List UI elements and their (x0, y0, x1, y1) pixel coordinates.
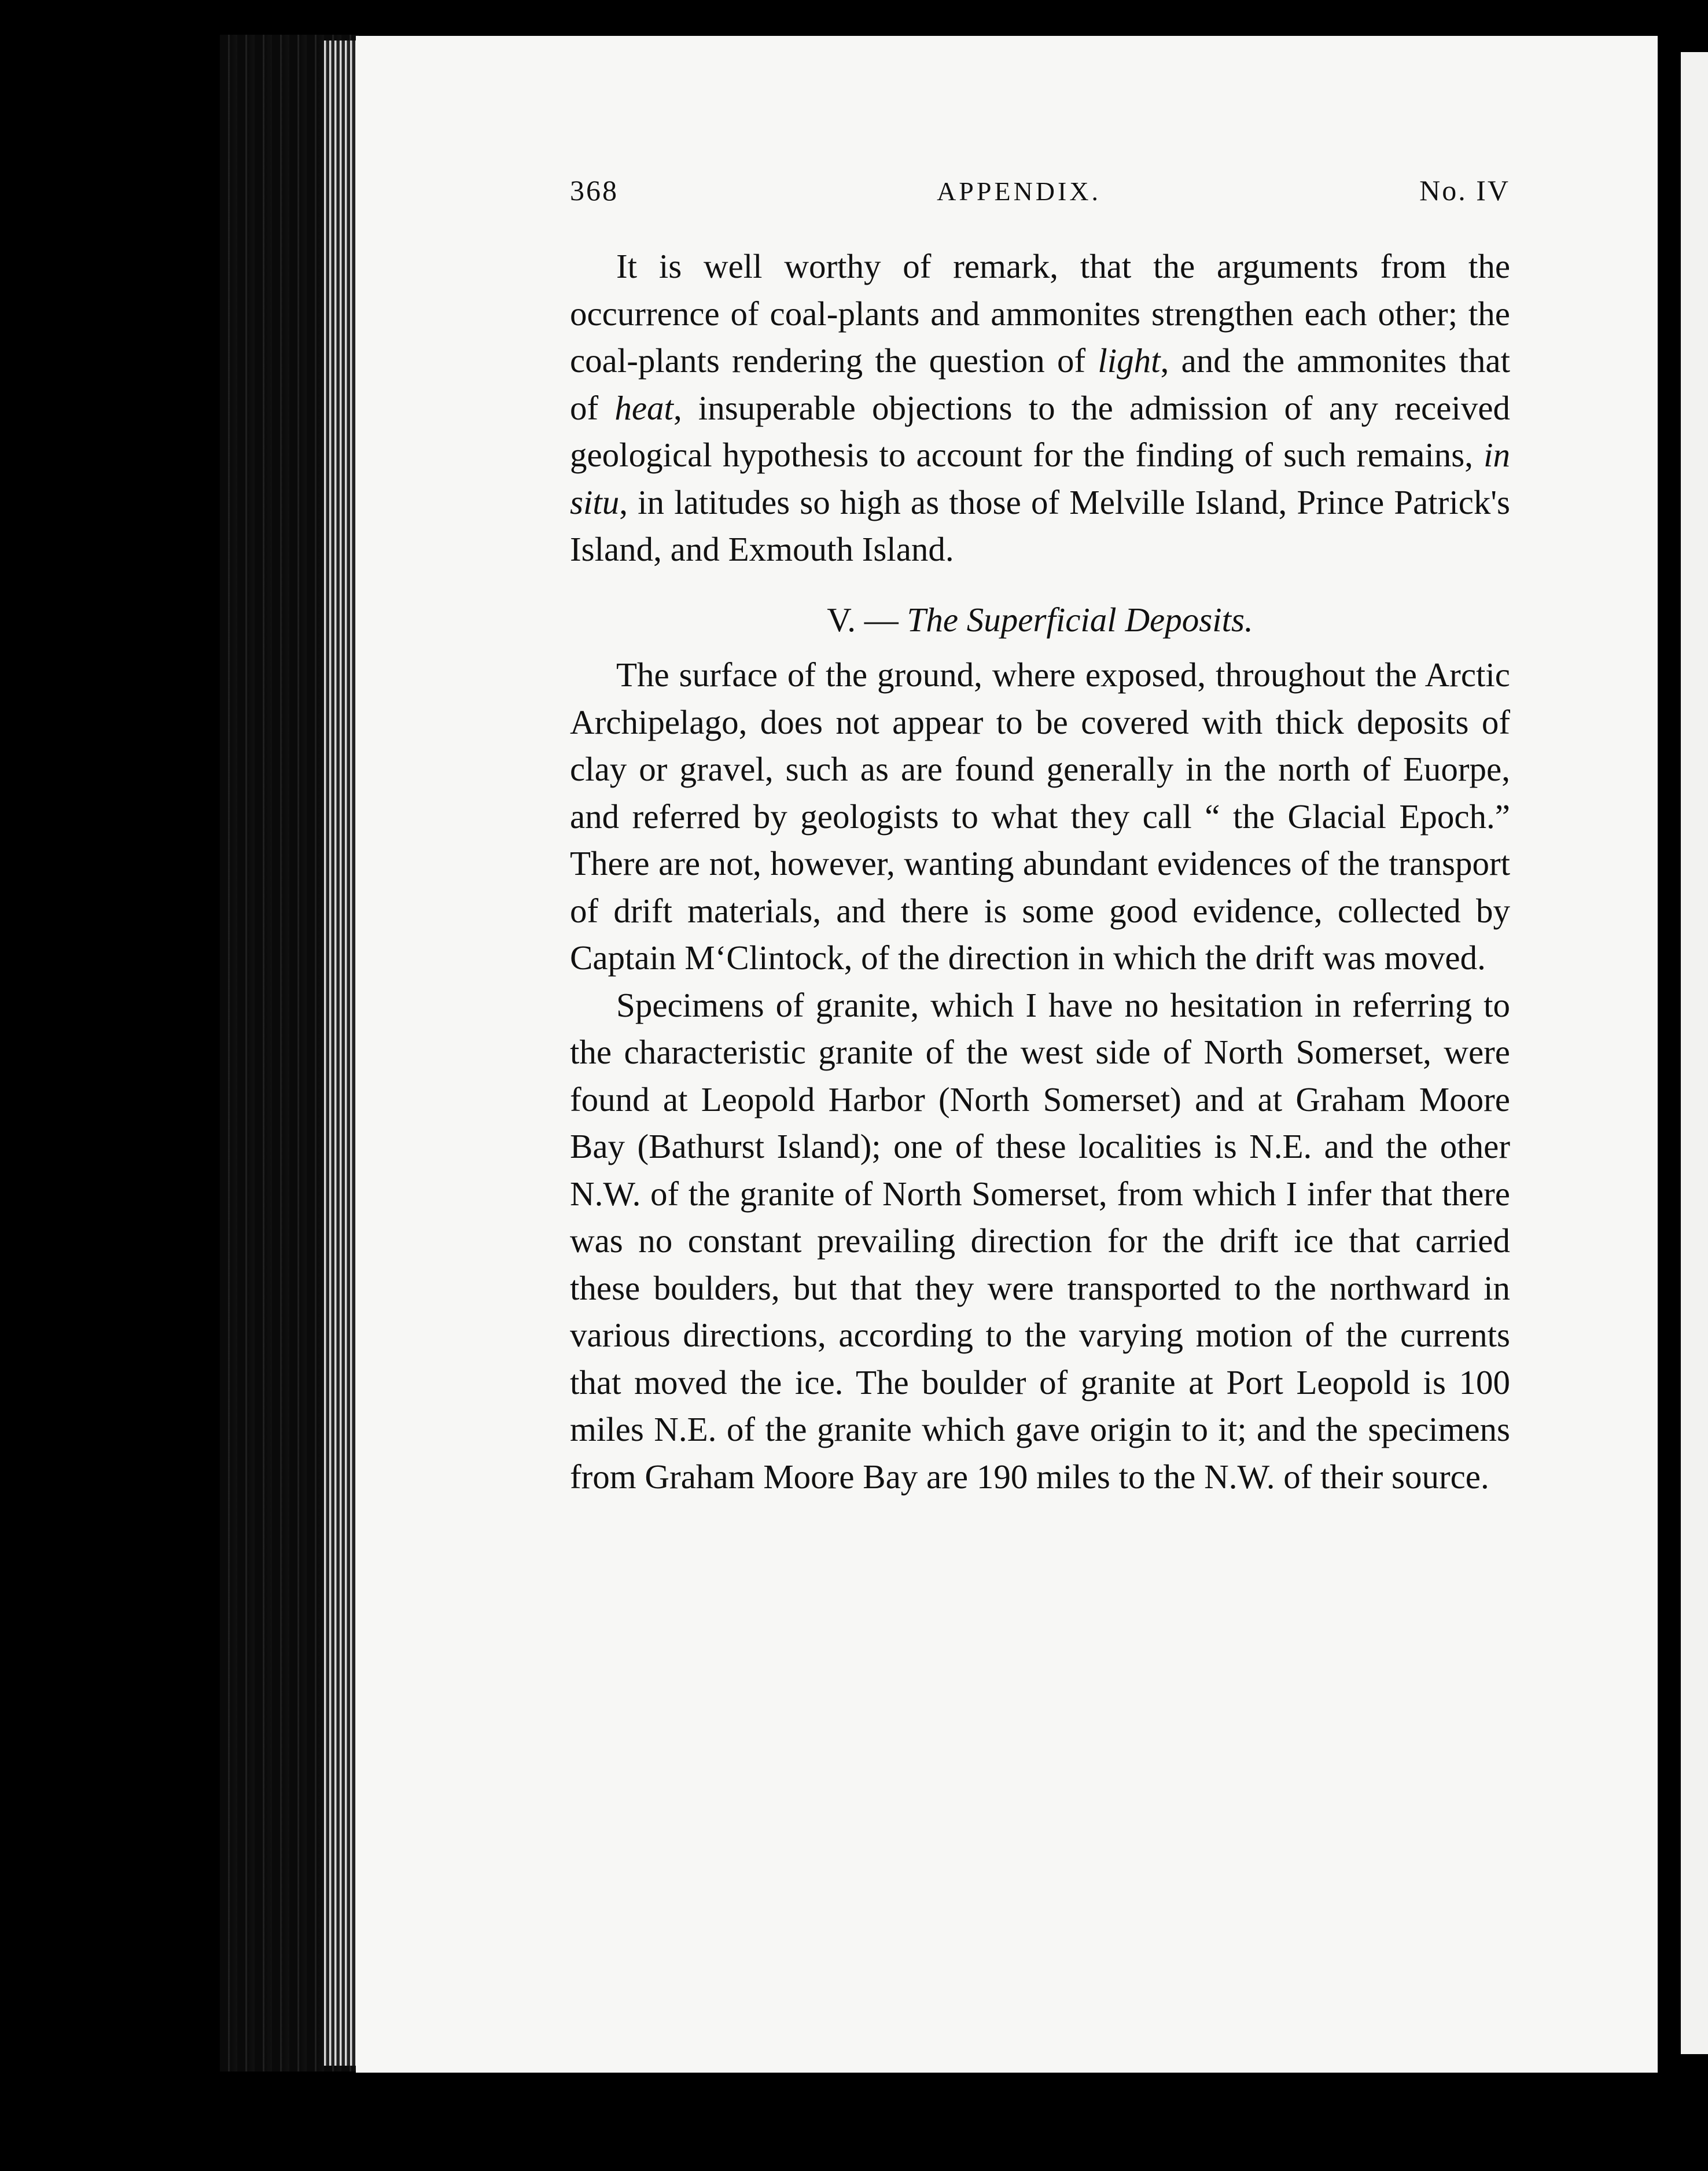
section-heading-number: V. — (827, 600, 907, 639)
paragraph-text: It is well worthy of remark, that the arguments from the occurrence of coal-plants and ammonites strengthen each other; the coal-plants rendering the question of (570, 247, 1510, 380)
paragraph-coal-plants (570, 243, 1510, 573)
paragraph-text: , in latitudes so high as those of Melville Island, Prince Patrick's Island, and Exmouth Island. (570, 483, 1510, 568)
paragraph-text: , insuperable objections to the admission of any received geological hypothesis to account for the finding of such remains, (570, 388, 1511, 474)
facing-page-edge (1681, 52, 1708, 2054)
italic-term-heat: heat (614, 388, 673, 427)
italic-term-light: light (1098, 341, 1161, 380)
paragraph-granite-specimens: Specimens of granite, which I have no hesitation in referring to the characteristic granite of the west side of North Somerset, were found at Leopold Harbor (North Somerset) and at Graham Moore Bay (Bathurst Island); one of these localities is N.E. and the other N.W. of the granite of North Somerset, from which I infer that there was no constant prevailing direction for the drift ice that carried these boulders, but that they were transported to the northward in various directions, according to the varying motion of the currents that moved the ice. The boulder of granite at Port Leopold is 100 miles N.E. of the granite which gave origin to it; and the specimens from Graham Moore Bay are 190 miles to the N.W. of their source. (570, 985, 1510, 1496)
section-heading (570, 597, 1510, 644)
paragraph-text: , and the ammonites that of (570, 341, 1510, 427)
paragraph-superficial-deposits: The surface of the ground, where exposed, throughout the Arctic Archipelago, does not appear to be covered with thick deposits of clay or gravel, such as are found generally in the north of Euorpe, and referred by geologists to what they call “ the Glacial Epoch.” There are not, however, wanting abundant evidences of the transport of drift materials, and there is some good evidence, collected by Captain M‘Clintock, of the direction in which the drift was moved. (570, 656, 1510, 977)
page-number: 368 (570, 174, 619, 207)
section-number: No. IV (1419, 174, 1510, 207)
running-title: APPENDIX. (937, 176, 1102, 206)
section-heading-title: The Superficial Deposits. (907, 600, 1253, 639)
running-head (570, 174, 1510, 220)
italic-term-in-situ: in situ (570, 436, 1510, 521)
book-page-edges-highlight (324, 41, 359, 2066)
page-text-block (570, 174, 1510, 1500)
